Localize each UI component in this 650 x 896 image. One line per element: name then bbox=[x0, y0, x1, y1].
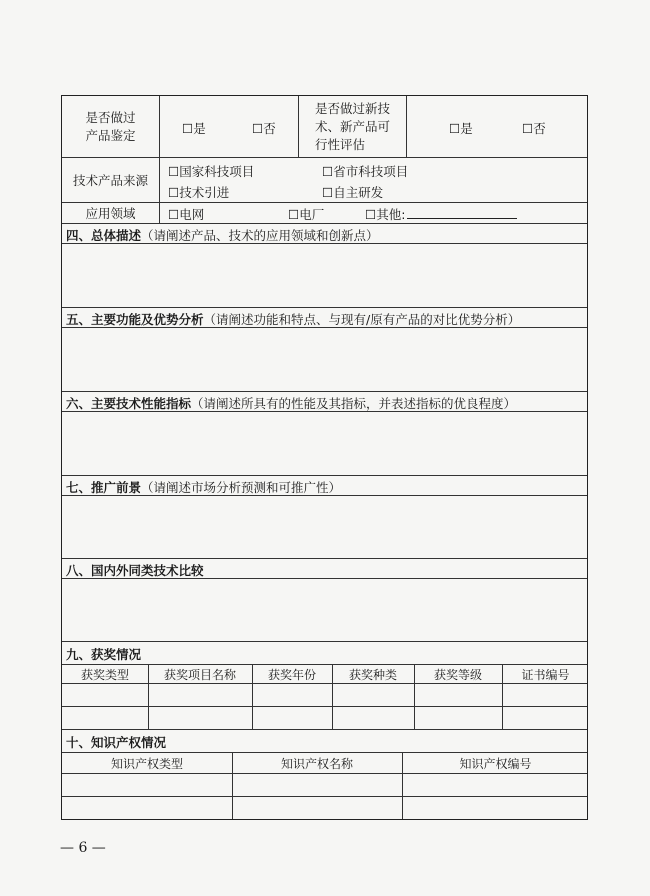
application-other-checkbox[interactable]: ☐其他: bbox=[365, 207, 406, 222]
awards-header-type: 获奖类型 bbox=[80, 668, 129, 682]
awards-header-certificate: 证书编号 bbox=[521, 668, 570, 682]
section-overall-input[interactable] bbox=[62, 244, 587, 307]
ip-header-name: 知识产权名称 bbox=[280, 757, 353, 771]
ip-table bbox=[62, 752, 587, 819]
section-prospect bbox=[62, 476, 587, 559]
section-function-input[interactable] bbox=[62, 328, 587, 391]
section-ip bbox=[62, 730, 587, 819]
source-independent-checkbox[interactable]: ☐自主研发 bbox=[322, 185, 384, 200]
page-number: — 6 — bbox=[60, 840, 106, 856]
awards-header-name: 获奖项目名称 bbox=[163, 668, 236, 682]
source-national-checkbox[interactable]: ☐国家科技项目 bbox=[168, 164, 255, 179]
awards-header-year: 获奖年份 bbox=[267, 668, 316, 682]
section-title: 四、总体描述 bbox=[66, 228, 142, 243]
awards-header-kind: 获奖种类 bbox=[348, 668, 397, 682]
source-introduced-checkbox[interactable]: ☐技术引进 bbox=[168, 185, 230, 200]
appraisal-no-checkbox[interactable]: ☐否 bbox=[252, 121, 276, 136]
awards-header-level: 获奖等级 bbox=[433, 668, 482, 682]
feasibility-label: 是否做过新技 术、新产品可 行性评估 bbox=[314, 100, 390, 152]
section-note: （请阐述产品、技术的应用领域和创新点） bbox=[141, 228, 379, 243]
application-plant-checkbox[interactable]: ☐电厂 bbox=[288, 207, 325, 222]
section-performance bbox=[62, 392, 587, 476]
application-grid-checkbox[interactable]: ☐电网 bbox=[168, 207, 205, 222]
section-overall bbox=[62, 224, 587, 308]
section-function bbox=[62, 308, 587, 392]
application-row bbox=[62, 203, 587, 224]
section-title: 六、主要技术性能指标 bbox=[66, 396, 192, 411]
application-other-input[interactable] bbox=[407, 206, 517, 219]
source-row bbox=[62, 158, 587, 203]
ip-header-type: 知识产权类型 bbox=[110, 757, 183, 771]
application-form bbox=[61, 95, 588, 820]
section-prospect-input[interactable] bbox=[62, 496, 587, 558]
section-title: 八、国内外同类技术比较 bbox=[66, 563, 204, 578]
appraisal-label: 是否做过 产品鉴定 bbox=[85, 109, 136, 143]
feasibility-no-checkbox[interactable]: ☐否 bbox=[522, 121, 546, 136]
ip-header-number: 知识产权编号 bbox=[459, 757, 532, 771]
section-title: 五、主要功能及优势分析 bbox=[66, 312, 204, 327]
section-comparison-input[interactable] bbox=[62, 579, 587, 641]
source-provincial-checkbox[interactable]: ☐省市科技项目 bbox=[322, 164, 409, 179]
section-note: （请阐述所具有的性能及其指标，并表述指标的优良程度） bbox=[191, 396, 517, 411]
section-comparison bbox=[62, 559, 587, 642]
section-note: （请阐述功能和特点、与现有/原有产品的对比优势分析） bbox=[203, 312, 521, 327]
section-title: 七、推广前景 bbox=[66, 480, 142, 495]
source-label: 技术产品来源 bbox=[72, 173, 148, 188]
appraisal-row bbox=[62, 96, 587, 158]
section-title: 九、获奖情况 bbox=[66, 647, 142, 662]
section-performance-input[interactable] bbox=[62, 412, 587, 475]
feasibility-yes-checkbox[interactable]: ☐是 bbox=[449, 121, 473, 136]
application-label: 应用领域 bbox=[85, 206, 136, 221]
section-note: （请阐述市场分析预测和可推广性） bbox=[141, 480, 342, 495]
section-awards bbox=[62, 642, 587, 730]
appraisal-yes-checkbox[interactable]: ☐是 bbox=[182, 121, 206, 136]
section-title: 十、知识产权情况 bbox=[66, 735, 167, 750]
awards-table bbox=[62, 664, 587, 729]
